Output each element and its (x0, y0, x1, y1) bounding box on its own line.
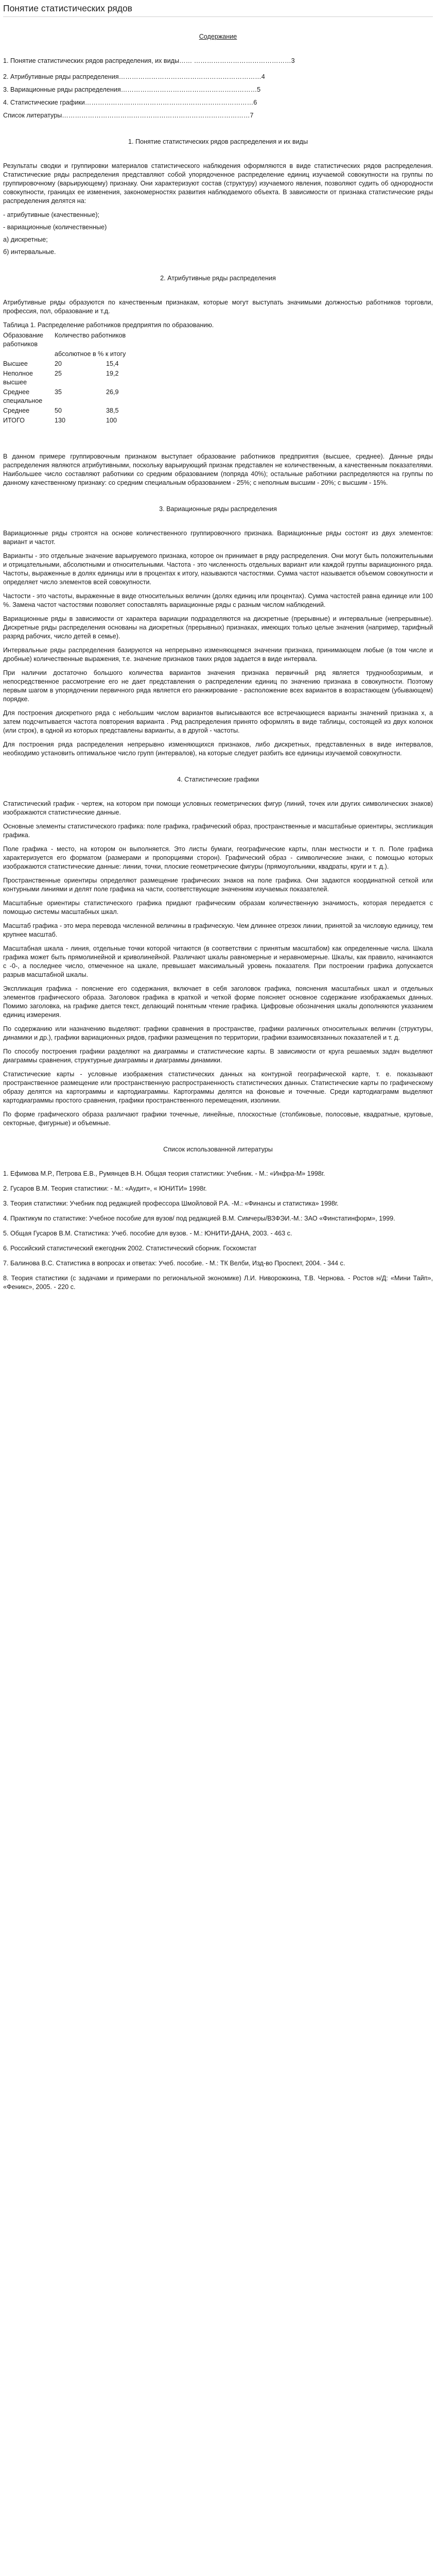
table-cell: 100 (106, 417, 117, 424)
table-row (3, 416, 168, 426)
table-cell: Среднее (3, 407, 30, 414)
paragraph: Масштабные ориентиры статистического графика придают графическим образам количественную значимость, которая передается с помощью системы масштабных шкал. (3, 900, 433, 916)
list-item: а) дискретные; (3, 236, 48, 243)
paragraph: По форме графического образа различают графики точечные, линейные, плоскостные (столбиковые, полосовые, квадратные, круговые, секторные, фигурные) и объемные. (3, 1111, 433, 1127)
reference-item: 6. Российский статистический ежегодник 2002. Статистический сборник. Госкомстат (3, 1245, 257, 1252)
table-row (3, 369, 168, 387)
table-header-cell: Количество работников (55, 332, 126, 339)
table-row (3, 359, 168, 369)
toc-link[interactable]: 4. Статистические графики……………………………………………………………………6 (3, 99, 257, 106)
paragraph: Атрибутивные ряды образуются по качественным признакам, которые могут выступать значимыми должностью работников торговли, профессия, пол, образование и т.д. (3, 299, 433, 315)
toc-link[interactable]: 3. Вариационные ряды распределения………………………………………………………5 (3, 86, 261, 93)
section-heading-1: 1. Понятие статистических рядов распределения и их виды (128, 138, 308, 145)
table-of-contents (3, 57, 433, 120)
table-header-cell: Образование работников (3, 332, 44, 348)
reference-item: 2. Гусаров В.М. Теория статистики: - М.: «Аудит», « ЮНИТИ» 1998г. (3, 1185, 207, 1192)
paragraph: Экспликация графика - пояснение его содержания, включает в себя заголовок графика, пояснения масштабных шкал и отдельных элементов графического образа. Заголовок графика в краткой и четкой форме поясняет основное содержание изображаемых данных. Помимо заголовка, на графике дается текст, делающий понятным чтение графика. Цифровые обозначения шкалы дополняются указанием единиц измерения. (3, 985, 433, 1019)
reference-item: 1. Ефимова М.Р., Петрова Е.В., Румянцев В.Н. Общая теория статистики: Учебник. - М.: «Инфра-М» 1998г. (3, 1170, 325, 1177)
toc-link[interactable]: 1. Понятие статистических рядов распределения, их виды…… ………………………………………3 (3, 57, 295, 64)
paragraph: Вариационные ряды в зависимости от характера вариации подразделяются на дискретные (прерывные) и интервальные (непрерывные). Дискретные ряды распределения основаны на дискретных (прерывных) признаках, имеющих только целые значения (например, тарифный разряд рабочих, число детей в семье). (3, 615, 433, 640)
reference-item: 5. Общая Гусаров В.М. Статистика: Учеб. пособие для вузов. - М.: ЮНИТИ-ДАНА, 2003. - 463 с. (3, 1230, 292, 1237)
table-subheader-cell: абсолютное в % к итогу (55, 350, 126, 358)
paragraph: При наличии достаточно большого количества вариантов значения признака первичный ряд является труднообозримым, и непосредственное рассмотрение его не дает представления о распределении единиц по значению признака в совокупности. Поэтому первым шагом в упорядочении первичного ряда является его ранжирование - расположение всех вариантов в возрастающем (убывающем) порядке. (3, 669, 433, 703)
table-subheader-row (3, 349, 168, 359)
table-cell: Неполное высшее (3, 370, 33, 386)
paragraph: В данном примере группировочным признаком выступает образование работников предприятия (высшее, среднее). Данные ряды распределения являются атрибутивными, поскольку варьирующий признак представлен не количественным, а качественным показателями. Наибольшее число составляют работники со средним образованием (попряда 40%); остальные работники распределяются на группы по данному качественному признаку: со средним специальным образованием - 25%; с неполным высшим - 20%; с высшим - 15%. (3, 453, 433, 486)
list-item: - вариационные (количественные) (3, 224, 107, 231)
paragraph: Варианты - это отдельные значение варьируемого признака, которое он принимает в ряду распределения. Они могут быть положительными и отрицательными, абсолютными и относительными. Частота - это численность отдельных вариант или каждой группы вариационного ряда. Частоты, выраженные в долях единицы или в процентах к итогу, называются частостями. Сумма частот называется объемом совокупности и определяет число элементов всей совокупности. (3, 552, 433, 586)
table-cell: 20 (55, 360, 62, 367)
section-heading-2: 2. Атрибутивные ряды распределения (160, 275, 276, 282)
reference-item: 8. Теория статистики (с задачами и примерами по региональной экономике) Л.И. Ниворожкина, Т.В. Чернова. - Ростов н/Д: «Мини Тайп», «Феникс», 2005. - 220 с. (3, 1275, 433, 1291)
toc-item[interactable] (3, 73, 433, 81)
references-list (3, 1170, 433, 1292)
table-cell: 50 (55, 407, 62, 414)
toc-link[interactable]: Список литературы……………………………………………………………………………7 (3, 112, 254, 119)
paragraph: Результаты сводки и группировки материалов статистического наблюдения оформляются в виде статистических рядов распределения. Статистические ряды распределения представляют собой упорядоченное распределение единиц изучаемой совокупности на группы по группировочному (варьирующему) признаку. Они характеризуют состав (структуру) изучаемого явления, позволяют судить об однородности совокупности, границах ее изменения, закономерностях развития наблюдаемого объекта. В зависимости от признака статистические ряды распределения делятся на: (3, 162, 433, 205)
paragraph: Масштаб графика - это мера перевода численной величины в графическую. Чем длиннее отрезок линии, принятой за числовую единицу, тем крупнее масштаб. (3, 922, 433, 938)
paragraph: Частости - это частоты, выраженные в виде относительных величин (долях единиц или процентах). Сумма частостей равна единице или 100 %. Замена частот частостями позволяет сопоставлять вариационные ряды с разным числом наблюдений. (3, 592, 433, 608)
paragraph: Поле графика - место, на котором он выполняется. Это листы бумаги, географические карты, план местности и т. п. Поле графика характеризуется его форматом (размерами и пропорциями сторон). Графический образ - символические знаки, с помощью которых изображаются статистические данные: линии, точки, плоские геометрические фигуры (прямоугольники, квадраты, круги и т. д.). (3, 845, 433, 870)
paragraph: Статистические карты - условные изображения статистических данных на контурной географической карте, т. е. показывают пространственное размещение или пространственную распространенность статистических данных. Статистические карты по графическому образу делятся на картограммы и картодиаграммы. Картограммы делятся на фоновые и точечные. Среди картодиаграмм выделяют картодиаграммы простого сравнения, графики пространственного перемещения, изолинии. (3, 1071, 433, 1104)
paragraph: Для построения дискретного ряда с небольшим числом вариантов выписываются все встречающиеся варианты значений признака x, а затем подсчитывается частота повторения варианта . Ряд распределения принято оформлять в виде таблицы, состоящей из двух колонок (или строк), в одной из которых представлены варианты, а в другой - частоты. (3, 709, 433, 734)
table-cell: 26,9 (106, 388, 119, 396)
toc-heading: Содержание (199, 33, 237, 40)
paragraph: Пространственные ориентиры определяют размещение графических знаков на поле графика. Они задаются координатной сеткой или контурными линиями и делят поле графика на части, соответствующие значениям изучаемых показателей. (3, 877, 433, 893)
page-title: Понятие статистических рядов (3, 2, 433, 17)
reference-item: 3. Теория статистики: Учебник под редакцией профессора Шмойловой Р.А. -М.: «Финансы и статистика» 1998г. (3, 1200, 339, 1207)
document-page (0, 2, 436, 1318)
table-cell: 35 (55, 388, 62, 396)
table-cell: Высшее (3, 360, 28, 367)
paragraph: Для построения ряда распределения непрерывно изменяющихся признаков, либо дискретных, представленных в виде интервалов, необходимо установить оптимальное число групп (интервалов), на которые следует разбить все единицы изучаемой совокупности. (3, 741, 433, 757)
reference-item: 4. Практикум по статистике: Учебное пособие для вузов/ под редакцией В.М. Симчеры/ВЗФЭИ.-М.: ЗАО «Финстатинформ», 1999. (3, 1215, 395, 1222)
paragraph: По содержанию или назначению выделяют: графики сравнения в пространстве, графики различных относительных величин (структуры, динамики и др.), графики вариационных рядов, графики размещения по территории, графики взаимосвязанных показателей и т. д. (3, 1025, 433, 1041)
table-cell: Среднее специальное (3, 388, 43, 404)
paragraph: Вариационные ряды строятся на основе количественного группировочного признака. Вариационные ряды состоят из двух элементов: вариант и частот. (3, 530, 433, 546)
table-cell: ИТОГО (3, 417, 25, 424)
paragraph: По способу построения графики разделяют на диаграммы и статистические карты. В зависимости от круга решаемых задач выделяют диаграммы сравнения, структурные диаграммы и диаграммы динамики. (3, 1048, 433, 1064)
table-cell: 15,4 (106, 360, 119, 367)
paragraph: Интервальные ряды распределения базируются на непрерывно изменяющемся значении признака, принимающем любые (в том числе и дробные) количественные выражения, т.е. значение признаков таких рядов задается в виде интервала. (3, 647, 433, 663)
section-heading-3: 3. Вариационные ряды распределения (159, 505, 277, 513)
paragraph: Основные элементы статистического графика: поле графика, графический образ, пространственные и масштабные ориентиры, экспликация графика. (3, 823, 433, 839)
table-row (3, 406, 168, 416)
references-heading: Список использованной литературы (163, 1146, 273, 1153)
table-cell: 19,2 (106, 370, 119, 377)
education-table (3, 331, 168, 426)
toc-item[interactable] (3, 86, 433, 94)
table-cell: 25 (55, 370, 62, 377)
table-cell: 38,5 (106, 407, 119, 414)
toc-item[interactable] (3, 98, 433, 107)
table-row (3, 387, 168, 406)
reference-item: 7. Балинова В.С. Статистика в вопросах и ответах: Учеб. пособие. - М.: ТК Велби, Изд-во Проспект, 2004. - 344 с. (3, 1260, 345, 1267)
toc-link[interactable]: 2. Атрибутивные ряды распределения…………………………………………………………4 (3, 73, 265, 80)
table-header-row (3, 331, 168, 349)
paragraph: Статистический график - чертеж, на котором при помощи условных геометрических фигур (линий, точек или других символических знаков) изображаются статистические данные. (3, 800, 433, 816)
toc-item[interactable] (3, 57, 433, 65)
table-cell: 130 (55, 417, 66, 424)
table-caption: Таблица 1. Распределение работников предприятия по образованию. (3, 321, 214, 329)
paragraph: Масштабная шкала - линия, отдельные точки которой читаются (в соответствии с принятым масштабом) как определенные числа. Шкала графика может быть прямолинейной и криволинейной. Различают шкалы равномерные и неравномерные. Шкалы, как правило, начинаются с -0-, а последнее число, отмеченное на шкале, превышает максимальный уровень показателя. При построении графика допускается разрыв масштабной шкалы. (3, 945, 433, 978)
section-heading-4: 4. Статистические графики (177, 776, 259, 783)
toc-item[interactable] (3, 111, 433, 120)
list-item: б) интервальные. (3, 248, 56, 256)
list-item: - атрибутивные (качественные); (3, 211, 100, 218)
